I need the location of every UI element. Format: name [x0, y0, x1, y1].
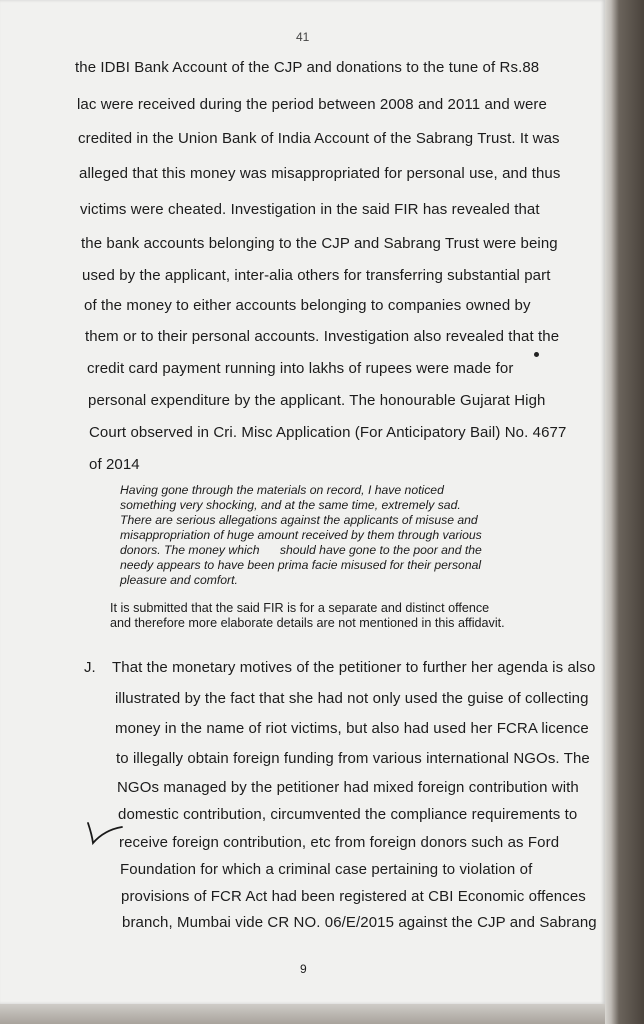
section-j-line: NGOs managed by the petitioner had mixed foreign contribution with: [117, 779, 579, 796]
quote-line: needy appears to have been prima facie misused for their personal: [120, 558, 482, 572]
section-j-line: illustrated by the fact that she had not only used the guise of collecting: [115, 690, 589, 707]
section-j-line: branch, Mumbai vide CR NO. 06/E/2015 against the CJP and Sabrang: [122, 914, 597, 931]
note-line: It is submitted that the said FIR is for a separate and distinct offence: [110, 601, 490, 615]
note-line: and therefore more elaborate details are not mentioned in this affidavit.: [110, 616, 505, 630]
scan-background-edge: [605, 0, 644, 1024]
section-j-line: domestic contribution, circumvented the compliance requirements to: [118, 806, 578, 823]
scan-bottom-edge: [0, 1004, 605, 1024]
paragraph-line: credited in the Union Bank of India Account of the Sabrang Trust. It was: [78, 130, 560, 147]
section-j-line: Foundation for which a criminal case pertaining to violation of: [120, 861, 533, 878]
paragraph-line: lac were received during the period between 2008 and 2011 and were: [77, 96, 547, 113]
paragraph-line: used by the applicant, inter-alia others for transferring substantial part: [82, 267, 551, 284]
quote-line: donors. The money which should have gone to the poor and the: [120, 543, 482, 557]
paragraph-line: Court observed in Cri. Misc Application (For Anticipatory Bail) No. 4677: [89, 424, 567, 441]
paragraph-line: them or to their personal accounts. Investigation also revealed that the: [85, 328, 560, 345]
paragraph-line: personal expenditure by the applicant. The honourable Gujarat High: [88, 392, 546, 409]
section-j-line: receive foreign contribution, etc from foreign donors such as Ford: [119, 834, 560, 851]
section-j-line: to illegally obtain foreign funding from various international NGOs. The: [116, 750, 590, 767]
submission-note: [110, 601, 540, 631]
quote-line: misappropriation of huge amount received by them through various: [120, 528, 482, 542]
court-quote: [120, 483, 530, 588]
paragraph-line: of 2014: [89, 456, 140, 473]
paragraph-line: victims were cheated. Investigation in the said FIR has revealed that: [80, 201, 540, 218]
section-j-line: That the monetary motives of the petitioner to further her agenda is also: [112, 659, 596, 676]
quote-line: something very shocking, and at the same time, extremely sad.: [120, 498, 461, 512]
section-j-line: money in the name of riot victims, but also had used her FCRA licence: [115, 720, 589, 737]
quote-line: pleasure and comfort.: [120, 573, 238, 587]
handwritten-tick-icon: [84, 815, 124, 847]
page-number: 9: [300, 962, 307, 976]
section-j-line: provisions of FCR Act had been registered at CBI Economic offences: [121, 888, 586, 905]
section-j-label: J.: [84, 659, 96, 676]
page-top-mark: 41: [296, 30, 310, 44]
ink-dot-mark: [534, 352, 539, 357]
quote-line: Having gone through the materials on record, I have noticed: [120, 483, 444, 497]
paragraph-line: of the money to either accounts belonging to companies owned by: [84, 297, 531, 314]
paragraph-line: the bank accounts belonging to the CJP and Sabrang Trust were being: [81, 235, 558, 252]
paragraph-line: alleged that this money was misappropriated for personal use, and thus: [79, 165, 561, 182]
paragraph-line: credit card payment running into lakhs of rupees were made for: [87, 360, 514, 377]
paragraph-line: the IDBI Bank Account of the CJP and donations to the tune of Rs.88: [75, 59, 540, 76]
quote-line: There are serious allegations against the applicants of misuse and: [120, 513, 478, 527]
